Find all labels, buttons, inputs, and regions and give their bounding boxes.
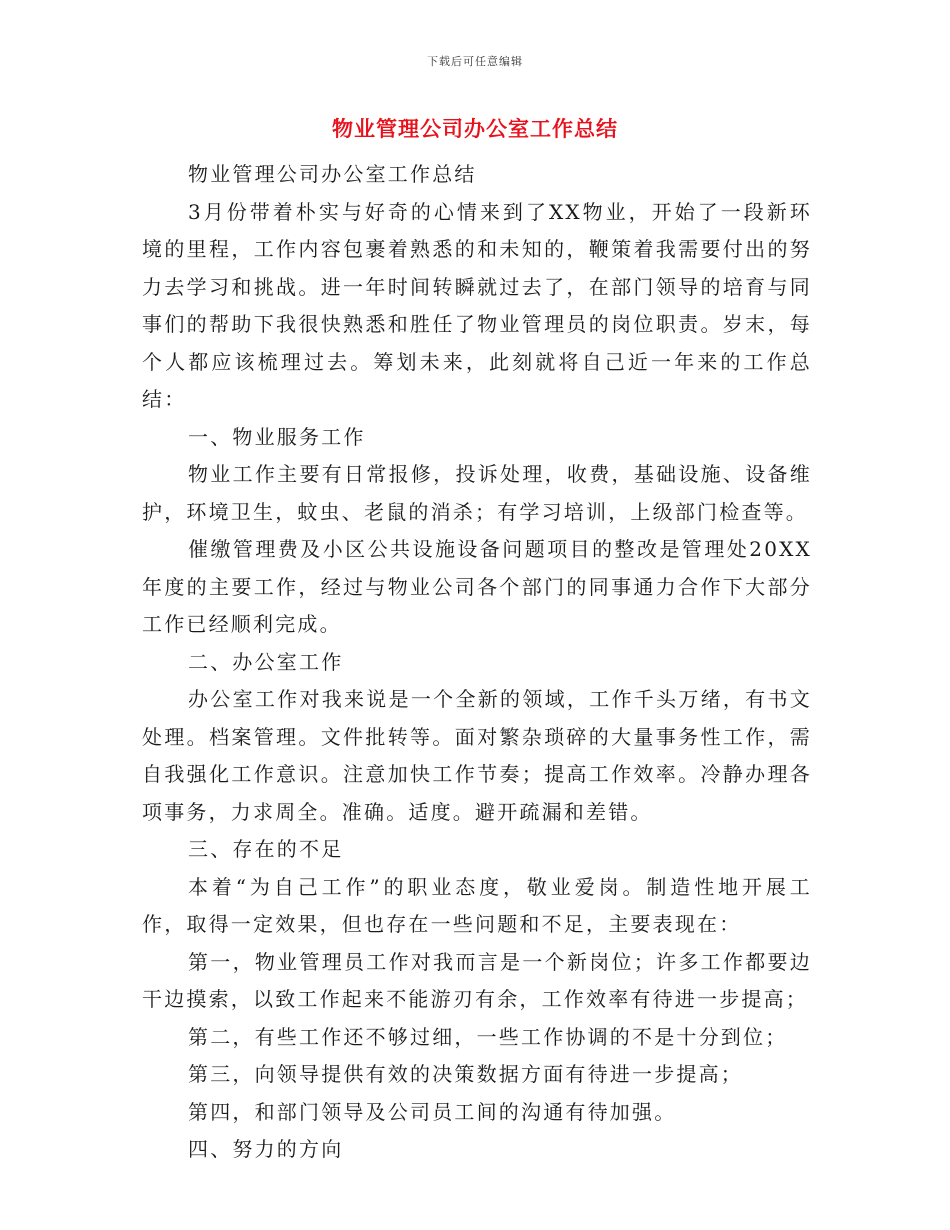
list-item: 第一，物业管理员工作对我而言是一个新岗位；许多工作都要边干边摸索，以致工作起来不能游刃有余，工作效率有待进一步提高； — [142, 949, 812, 1011]
section-heading-2: 二、办公室工作 — [188, 649, 344, 674]
section-heading-3: 三、存在的不足 — [188, 837, 344, 861]
paragraph: 催缴管理费及小区公共设施设备问题项目的整改是管理处20XX年度的主要工作，经过与物业公司各个部门的同事通力合作下大部分工作已经顺利完成。 — [142, 537, 812, 636]
subtitle-paragraph: 物业管理公司办公室工作总结 — [188, 162, 477, 186]
paragraph: 物业工作主要有日常报修，投诉处理，收费，基础设施、设备维护，环境卫生，蚊虫、老鼠的消杀；有学习培训，上级部门检查等。 — [142, 462, 812, 524]
intro-paragraph: 3月份带着朴实与好奇的心情来到了XX物业，开始了一段新环境的里程，工作内容包裹着熟悉的和未知的，鞭策着我需要付出的努力去学习和挑战。进一年时间转瞬就过去了，在部门领导的培育与同事们的帮助下我很快熟悉和胜任了物业管理员的岗位职责。岁末，每个人都应该梳理过去。筹划未来，此刻就将自己近一年来的工作总结： — [142, 199, 812, 411]
paragraph: 办公室工作对我来说是一个全新的领域，工作千头万绪，有书文处理。档案管理。文件批转等。面对繁杂琐碎的大量事务性工作，需自我强化工作意识。注意加快工作节奏；提高工作效率。冷静办理各项事务，力求周全。准确。适度。避开疏漏和差错。 — [142, 687, 812, 824]
document-body — [142, 156, 812, 1169]
document-title: 物业管理公司办公室工作总结 — [332, 116, 618, 141]
header-note: 下载后可任意编辑 — [427, 55, 523, 68]
section-heading-4: 四、努力的方向 — [188, 1137, 344, 1161]
section-heading-1: 一、物业服务工作 — [188, 424, 366, 449]
list-item: 第四，和部门领导及公司员工间的沟通有待加强。 — [188, 1099, 677, 1124]
paragraph: 本着“为自己工作”的职业态度，敬业爱岗。制造性地开展工作，取得一定效果，但也存在一些问题和不足，主要表现在： — [142, 874, 812, 936]
list-item: 第三，向领导提供有效的决策数据方面有待进一步提高； — [188, 1062, 743, 1086]
list-item: 第二，有些工作还不够过细，一些工作协调的不是十分到位； — [188, 1024, 788, 1049]
